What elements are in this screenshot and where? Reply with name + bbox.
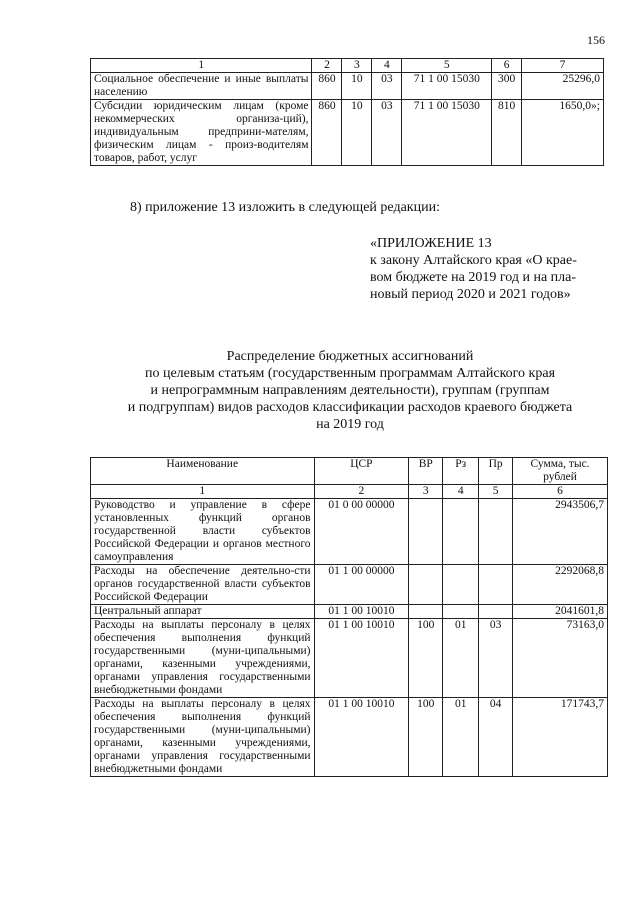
row-name: Расходы на обеспечение деятельно-сти органов государственной власти субъектов Российской Федерации [91, 565, 315, 605]
amendment-paragraph: 8) приложение 13 изложить в следующей редакции: [130, 200, 440, 215]
page-number: 156 [587, 33, 605, 47]
title-line: на 2019 год [316, 417, 384, 432]
row-value: 71 1 00 15030 [402, 73, 492, 100]
table-row [91, 565, 608, 605]
row-value: 03 [372, 100, 402, 166]
row-csr: 01 1 00 00000 [314, 565, 409, 605]
column-number: 3 [409, 485, 443, 499]
row-name: Руководство и управление в сфере установленных функций органов государственной власти субъектов Российской Федерации и органов местного самоуправления [91, 499, 315, 565]
appendix-line: вом бюджете на 2019 год и на пла- [370, 270, 577, 285]
appendix-line: новый период 2020 и 2021 годов» [370, 287, 571, 302]
row-pr: 04 [479, 698, 513, 777]
row-value: 03 [372, 73, 402, 100]
row-sum: 2292068,8 [513, 565, 608, 605]
prev-header-4: 4 [372, 59, 402, 73]
row-csr: 01 1 00 10010 [314, 698, 409, 777]
row-csr: 01 1 00 10010 [314, 605, 409, 619]
header-name: Наименование [91, 458, 315, 485]
row-value: 860 [312, 100, 342, 166]
header-pr: Пр [479, 458, 513, 485]
table-row [91, 499, 608, 565]
row-pr [479, 605, 513, 619]
row-value: 300 [492, 73, 522, 100]
row-name: Расходы на выплаты персоналу в целях обеспечения выполнения функций государственными (муни-ципальными) органами, казенными учреждениями, органами управления государственными внебюджетными фондами [91, 619, 315, 698]
header-vr: ВР [409, 458, 443, 485]
document-title [100, 348, 600, 433]
column-number: 2 [314, 485, 409, 499]
row-sum: 1650,0»; [522, 100, 604, 166]
row-value: 860 [312, 73, 342, 100]
prev-header-3: 3 [342, 59, 372, 73]
row-csr: 01 0 00 00000 [314, 499, 409, 565]
prev-header-7: 7 [522, 59, 604, 73]
previous-table [90, 58, 604, 166]
row-sum: 73163,0 [513, 619, 608, 698]
row-rz: 01 [443, 619, 479, 698]
column-number: 5 [479, 485, 513, 499]
title-line: по целевым статьям (государственным программам Алтайского края [144, 366, 556, 381]
row-value: 10 [342, 73, 372, 100]
appendix-heading [370, 235, 577, 303]
row-rz [443, 605, 479, 619]
row-sum: 2041601,8 [513, 605, 608, 619]
row-name: Центральный аппарат [91, 605, 315, 619]
table-row [91, 100, 604, 166]
row-vr: 100 [409, 619, 443, 698]
row-name: Расходы на выплаты персоналу в целях обеспечения выполнения функций государственными (муни-ципальными) органами, казенными учреждениями, органами управления государственными внебюджетными фондами [91, 698, 315, 777]
budget-table-header [91, 458, 608, 485]
row-name: Социальное обеспечение и иные выплаты населению [91, 73, 312, 100]
row-csr: 01 1 00 10010 [314, 619, 409, 698]
prev-header-2: 2 [312, 59, 342, 73]
row-vr [409, 605, 443, 619]
table-row [91, 605, 608, 619]
appendix-line: «ПРИЛОЖЕНИЕ 13 [370, 236, 492, 251]
row-value: 10 [342, 100, 372, 166]
row-value: 810 [492, 100, 522, 166]
row-rz [443, 565, 479, 605]
column-number: 1 [91, 485, 315, 499]
title-line: Распределение бюджетных ассигнований [226, 349, 474, 364]
previous-table-header [91, 59, 604, 73]
row-name: Субсидии юридическим лицам (кроме некоммерческих организа-ций), индивидуальным предприни-мателям, физическим лицам - произ-водителям товаров, работ, услуг [91, 100, 312, 166]
prev-header-6: 6 [492, 59, 522, 73]
table-row [91, 698, 608, 777]
budget-table [90, 457, 608, 777]
column-number: 4 [443, 485, 479, 499]
row-pr [479, 499, 513, 565]
row-vr: 100 [409, 698, 443, 777]
row-value: 71 1 00 15030 [402, 100, 492, 166]
row-vr [409, 499, 443, 565]
prev-header-1: 1 [91, 59, 312, 73]
row-pr [479, 565, 513, 605]
row-pr: 03 [479, 619, 513, 698]
header-rz: Рз [443, 458, 479, 485]
header-sum: Сумма, тыс. рублей [513, 458, 608, 485]
table-row [91, 73, 604, 100]
prev-header-5: 5 [402, 59, 492, 73]
row-vr [409, 565, 443, 605]
row-rz: 01 [443, 698, 479, 777]
table-row [91, 619, 608, 698]
appendix-line: к закону Алтайского края «О крае- [370, 253, 577, 268]
budget-table-numbers [91, 485, 608, 499]
row-sum: 171743,7 [513, 698, 608, 777]
row-sum: 25296,0 [522, 73, 604, 100]
title-line: и непрограммным направлениям деятельности), группам (группам [150, 383, 550, 398]
row-sum: 2943506,7 [513, 499, 608, 565]
row-rz [443, 499, 479, 565]
column-number: 6 [513, 485, 608, 499]
header-csr: ЦСР [314, 458, 409, 485]
title-line: и подгруппам) видов расходов классификации расходов краевого бюджета [127, 400, 573, 415]
